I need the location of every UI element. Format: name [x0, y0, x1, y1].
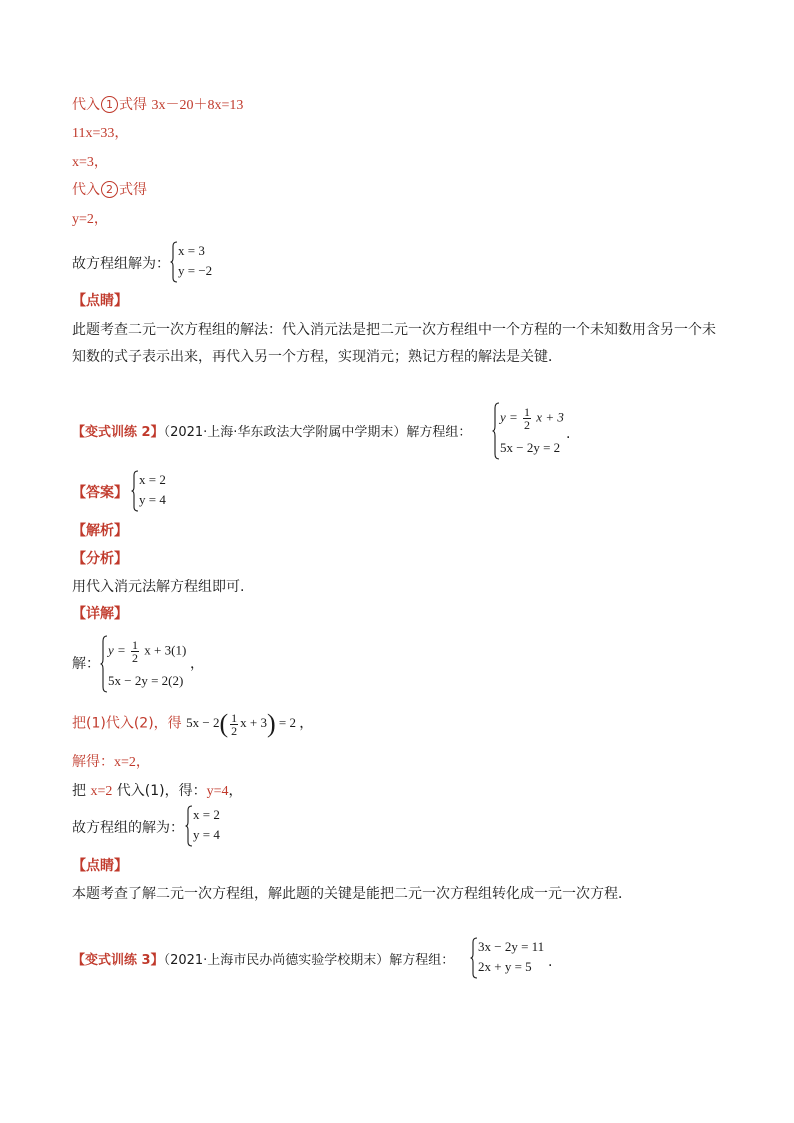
exercise-3-system	[470, 937, 560, 979]
equation: x = 3	[178, 243, 205, 258]
solution-label-1: 故方程组解为：	[72, 256, 170, 272]
equation-2: 5x − 2y = 2(2)	[108, 673, 184, 688]
step-substitute-2	[72, 180, 147, 200]
exercise-tag: 【变式训练 3】	[72, 953, 164, 968]
dianjing-body-1a: 此题考查二元一次方程组的解法：代入消元法是把二元一次方程组中一个方程的一个未知数用含另一个未	[72, 322, 716, 338]
dianjing-heading-1: 【点睛】	[72, 293, 128, 309]
text: 5x − 2	[186, 715, 220, 731]
back-sub-line	[72, 781, 243, 802]
equation: x = 2	[139, 472, 166, 487]
text: 代入	[72, 182, 100, 198]
fenxi-heading: 【分析】	[72, 551, 128, 567]
brace-icon	[170, 241, 178, 283]
denominator: 2	[524, 418, 531, 432]
text: x + 3(1)	[144, 642, 187, 658]
text: x + 3	[240, 715, 267, 731]
step-y2: y=2，	[72, 212, 108, 227]
circled-number-2: 2	[101, 181, 118, 198]
text: = 2	[278, 715, 296, 731]
text: ，	[299, 715, 314, 732]
exercise-source: （2021·上海市民办尚德实验学校期末）解方程组：	[163, 953, 455, 968]
fenxi-body: 用代入消元法解方程组即可.	[72, 579, 245, 595]
final-system	[185, 805, 245, 847]
denominator: 2	[132, 651, 139, 665]
exercise-2-system	[492, 402, 592, 460]
dianjing-body-2: 本题考查了解二元一次方程组，解此题的关键是能把二元一次方程组转化成一元一次方程．	[72, 886, 632, 902]
equation: 3x − 2y = 11	[478, 939, 545, 954]
text: x=2，	[114, 755, 150, 770]
text: y=4	[206, 784, 229, 799]
answer-label	[72, 483, 128, 503]
text: x + 3	[536, 409, 564, 425]
equation: 3x－20＋8x=13	[151, 98, 244, 113]
numerator: 1	[524, 405, 531, 419]
numerator: 1	[132, 638, 139, 652]
brace-icon	[100, 635, 108, 693]
circled-number-1: 1	[101, 96, 118, 113]
text: 代入	[72, 97, 100, 113]
comma: ，	[190, 656, 204, 672]
period: .	[548, 954, 553, 970]
text: 式得	[119, 97, 147, 113]
jie-label: 解：	[72, 656, 100, 672]
text: x=2	[90, 784, 113, 799]
equation: y = −2	[178, 263, 213, 278]
step-11x: 11x=33，	[72, 126, 129, 141]
brace-icon	[131, 470, 139, 512]
exercise-3-header	[72, 950, 454, 971]
exercise-tag: 【变式训练 2】	[72, 425, 164, 440]
text: y =	[108, 642, 126, 658]
text: 式得	[119, 182, 147, 198]
equation: y = 4	[193, 827, 220, 842]
xiangjie-heading: 【详解】	[72, 606, 128, 622]
fraction	[230, 712, 238, 737]
text: y =	[500, 409, 518, 425]
text: 代入(1)，得：	[112, 783, 207, 799]
substitution-line	[72, 709, 314, 739]
solved-line	[72, 752, 150, 773]
text: ，	[228, 783, 243, 799]
equation-1	[500, 406, 564, 431]
equation: 2x + y = 5	[478, 959, 532, 974]
text: 【答案】	[72, 485, 128, 501]
jiexi-heading: 【解析】	[72, 523, 128, 539]
equation: x = 2	[193, 807, 220, 822]
brace-icon	[470, 937, 478, 979]
exercise-2-header	[72, 422, 471, 443]
fraction	[523, 406, 531, 431]
dianjing-body-1b: 知数的式子表示出来，再代入另一个方程，实现消元；熟记方程的解法是关键．	[72, 349, 562, 365]
brace-icon	[185, 805, 193, 847]
text: 解得：	[72, 754, 114, 770]
step-x3: x=3，	[72, 155, 108, 170]
brace-icon	[492, 402, 500, 460]
equation-2: 5x − 2y = 2	[500, 440, 561, 455]
denominator: 2	[231, 724, 238, 738]
answer-system	[131, 470, 191, 512]
dianjing-heading-2: 【点睛】	[72, 858, 128, 874]
solution-system-1	[170, 241, 230, 283]
text: 把	[72, 783, 91, 799]
fraction	[131, 639, 139, 664]
text: 把(1)代入(2)，得	[72, 715, 182, 732]
equation-1	[108, 639, 186, 664]
exercise-source: （2021·上海·华东政法大学附属中学期末）解方程组：	[163, 425, 472, 440]
numerator: 1	[231, 711, 238, 725]
expression: 5x − 2( $\frac{1}{2}$ x + 3) = 2	[186, 709, 296, 739]
period: .	[566, 426, 571, 442]
final-label: 故方程组的解为：	[72, 820, 184, 836]
step-substitute-1	[72, 95, 243, 116]
equation: y = 4	[139, 492, 166, 507]
